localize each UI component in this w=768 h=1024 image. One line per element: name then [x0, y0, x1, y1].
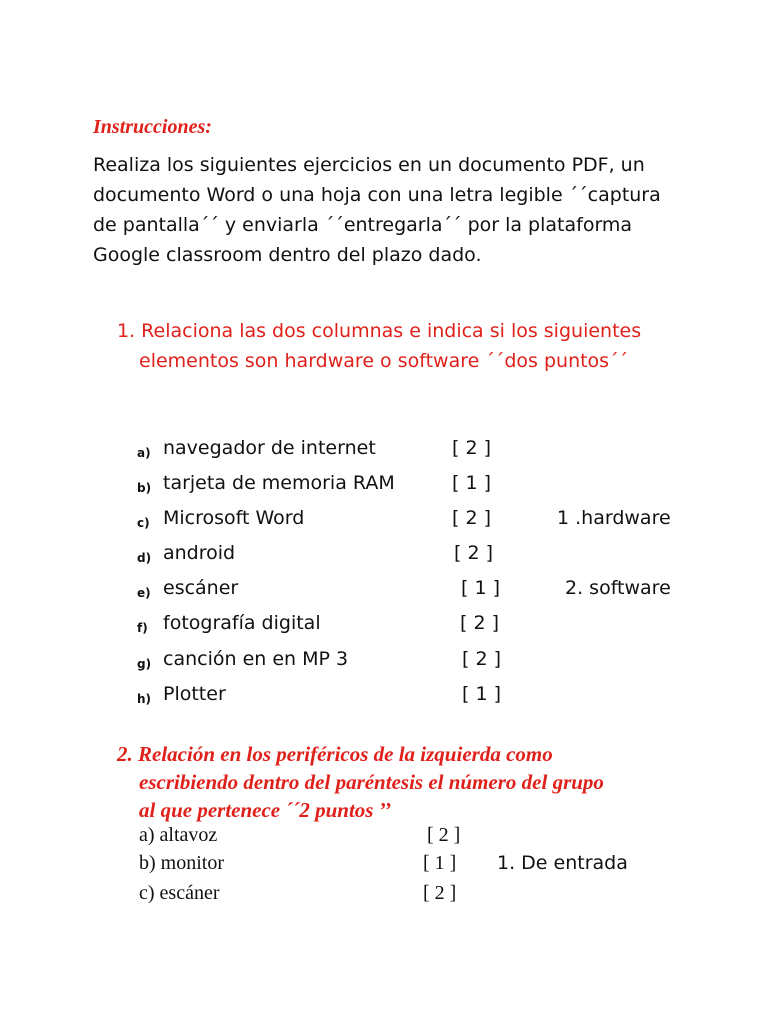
item-answer: [ 2 ]: [452, 507, 491, 529]
item-letter: a): [137, 446, 151, 460]
instructions-line: documento Word o una hoja con una letra legible ´´captura: [93, 184, 661, 206]
item-letter: g): [137, 657, 152, 671]
item-text: escáner: [163, 577, 239, 599]
group-label-hardware: 1 .hardware: [557, 507, 671, 529]
group-label-input: 1. De entrada: [497, 852, 628, 874]
item-answer: [ 1 ]: [461, 577, 500, 599]
question-2-line: al que pertenece ´´2 puntos ’’: [139, 798, 392, 822]
instructions-line: Google classroom dentro del plazo dado.: [93, 244, 482, 266]
item-answer: [ 2 ]: [460, 612, 499, 634]
instructions-title: Instrucciones:: [93, 116, 212, 138]
question-1-line: elementos son hardware o software ´´dos puntos´´: [139, 350, 629, 372]
peripheral-answer: [ 2 ]: [427, 824, 461, 846]
item-letter: f): [137, 621, 148, 635]
item-text: Microsoft Word: [163, 507, 305, 529]
question-2-line: escribiendo dentro del paréntesis el número del grupo: [139, 770, 604, 794]
item-text: canción en en MP 3: [163, 648, 349, 670]
peripheral-item: c) escáner: [139, 882, 220, 904]
item-text: Plotter: [163, 683, 226, 705]
item-letter: h): [137, 692, 152, 706]
item-letter: c): [137, 516, 150, 530]
item-answer: [ 2 ]: [462, 648, 501, 670]
instructions-paragraph: [93, 150, 693, 270]
question-1-heading: [117, 316, 641, 376]
peripheral-item: b) monitor: [139, 852, 224, 874]
instructions-line: Realiza los siguientes ejercicios en un documento PDF, un: [93, 154, 645, 176]
item-answer: [ 1 ]: [452, 472, 491, 494]
item-letter: b): [137, 481, 152, 495]
item-text: tarjeta de memoria RAM: [163, 472, 395, 494]
item-letter: e): [137, 586, 151, 600]
peripheral-answer: [ 1 ]: [423, 852, 457, 874]
question-2-heading: [117, 740, 604, 824]
item-answer: [ 2 ]: [454, 542, 493, 564]
group-label-software: 2. software: [565, 577, 671, 599]
peripheral-answer: [ 2 ]: [423, 882, 457, 904]
item-letter: d): [137, 551, 152, 565]
item-answer: [ 2 ]: [452, 437, 491, 459]
question-2-line: 2. Relación en los periféricos de la izquierda como: [117, 742, 553, 766]
item-text: fotografía digital: [163, 612, 321, 634]
item-text: navegador de internet: [163, 437, 376, 459]
peripheral-item: a) altavoz: [139, 824, 218, 846]
instructions-line: de pantalla´´ y enviarla ´´entregarla´´ por la plataforma: [93, 214, 633, 236]
item-text: android: [163, 542, 236, 564]
question-1-line: 1. Relaciona las dos columnas e indica si los siguientes: [117, 320, 642, 342]
item-answer: [ 1 ]: [462, 683, 501, 705]
